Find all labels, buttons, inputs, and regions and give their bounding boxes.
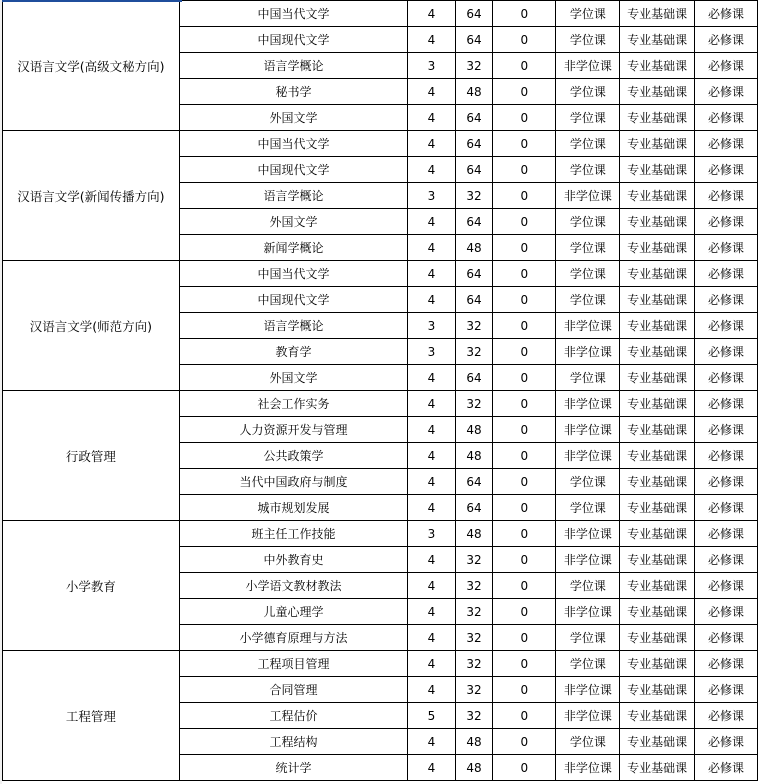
practice-hours-cell[interactable]: 0 xyxy=(493,547,556,573)
course-category-cell[interactable]: 专业基础课 xyxy=(620,703,694,729)
hours-cell[interactable]: 64 xyxy=(455,27,493,53)
hours-cell[interactable]: 64 xyxy=(455,157,493,183)
degree-type-cell[interactable]: 非学位课 xyxy=(556,547,620,573)
course-type-cell[interactable]: 必修课 xyxy=(694,105,757,131)
table-row xyxy=(3,391,758,417)
course-name-cell[interactable]: 语言学概论 xyxy=(179,183,407,209)
credits-cell[interactable]: 5 xyxy=(408,703,456,729)
credits-cell[interactable]: 4 xyxy=(408,365,456,391)
practice-hours-cell[interactable]: 0 xyxy=(493,53,556,79)
practice-hours-cell[interactable]: 0 xyxy=(493,287,556,313)
credits-cell[interactable]: 4 xyxy=(408,261,456,287)
course-name-cell[interactable]: 中外教育史 xyxy=(179,547,407,573)
course-type-cell[interactable]: 必修课 xyxy=(694,625,757,651)
degree-type-cell[interactable]: 学位课 xyxy=(556,365,620,391)
credits-cell[interactable]: 4 xyxy=(408,651,456,677)
credits-cell[interactable]: 3 xyxy=(408,313,456,339)
course-type-cell[interactable]: 必修课 xyxy=(694,495,757,521)
degree-type-cell[interactable]: 非学位课 xyxy=(556,443,620,469)
hours-cell[interactable]: 64 xyxy=(455,1,493,27)
selection-indicator xyxy=(2,0,182,2)
course-name-cell[interactable]: 统计学 xyxy=(179,755,407,781)
degree-type-cell[interactable]: 非学位课 xyxy=(556,755,620,781)
course-name-cell[interactable]: 教育学 xyxy=(179,339,407,365)
course-category-cell[interactable]: 专业基础课 xyxy=(620,755,694,781)
hours-cell[interactable]: 32 xyxy=(455,313,493,339)
degree-type-cell[interactable]: 学位课 xyxy=(556,79,620,105)
course-type-cell[interactable]: 必修课 xyxy=(694,547,757,573)
credits-cell[interactable]: 3 xyxy=(408,521,456,547)
course-type-cell[interactable]: 必修课 xyxy=(694,391,757,417)
hours-cell[interactable]: 48 xyxy=(455,521,493,547)
credits-cell[interactable]: 3 xyxy=(408,183,456,209)
degree-type-cell[interactable]: 非学位课 xyxy=(556,313,620,339)
course-category-cell[interactable]: 专业基础课 xyxy=(620,365,694,391)
degree-type-cell[interactable]: 非学位课 xyxy=(556,521,620,547)
degree-type-cell[interactable]: 学位课 xyxy=(556,729,620,755)
degree-type-cell[interactable]: 学位课 xyxy=(556,1,620,27)
course-name-cell[interactable]: 新闻学概论 xyxy=(179,235,407,261)
course-name-cell[interactable]: 中国现代文学 xyxy=(179,27,407,53)
course-type-cell[interactable]: 必修课 xyxy=(694,183,757,209)
course-type-cell[interactable]: 必修课 xyxy=(694,521,757,547)
practice-hours-cell[interactable]: 0 xyxy=(493,651,556,677)
hours-cell[interactable]: 48 xyxy=(455,417,493,443)
course-category-cell[interactable]: 专业基础课 xyxy=(620,287,694,313)
practice-hours-cell[interactable]: 0 xyxy=(493,365,556,391)
course-type-cell[interactable]: 必修课 xyxy=(694,27,757,53)
degree-type-cell[interactable]: 学位课 xyxy=(556,261,620,287)
course-category-cell[interactable]: 专业基础课 xyxy=(620,625,694,651)
course-category-cell[interactable]: 专业基础课 xyxy=(620,79,694,105)
course-name-cell[interactable]: 工程项目管理 xyxy=(179,651,407,677)
degree-type-cell[interactable]: 学位课 xyxy=(556,573,620,599)
credits-cell[interactable]: 4 xyxy=(408,729,456,755)
hours-cell[interactable]: 64 xyxy=(455,495,493,521)
course-category-cell[interactable]: 专业基础课 xyxy=(620,573,694,599)
practice-hours-cell[interactable]: 0 xyxy=(493,157,556,183)
course-type-cell[interactable]: 必修课 xyxy=(694,209,757,235)
practice-hours-cell[interactable]: 0 xyxy=(493,131,556,157)
hours-cell[interactable]: 32 xyxy=(455,573,493,599)
degree-type-cell[interactable]: 非学位课 xyxy=(556,703,620,729)
practice-hours-cell[interactable]: 0 xyxy=(493,79,556,105)
table-row xyxy=(3,521,758,547)
degree-type-cell[interactable]: 学位课 xyxy=(556,105,620,131)
course-name-cell[interactable]: 中国当代文学 xyxy=(179,1,407,27)
course-name-cell[interactable]: 小学语文教材教法 xyxy=(179,573,407,599)
hours-cell[interactable]: 32 xyxy=(455,703,493,729)
degree-type-cell[interactable]: 非学位课 xyxy=(556,391,620,417)
credits-cell[interactable]: 4 xyxy=(408,573,456,599)
hours-cell[interactable]: 64 xyxy=(455,261,493,287)
course-type-cell[interactable]: 必修课 xyxy=(694,599,757,625)
credits-cell[interactable]: 4 xyxy=(408,625,456,651)
course-type-cell[interactable]: 必修课 xyxy=(694,703,757,729)
hours-cell[interactable]: 32 xyxy=(455,339,493,365)
course-type-cell[interactable]: 必修课 xyxy=(694,287,757,313)
credits-cell[interactable]: 4 xyxy=(408,677,456,703)
hours-cell[interactable]: 64 xyxy=(455,209,493,235)
course-category-cell[interactable]: 专业基础课 xyxy=(620,1,694,27)
practice-hours-cell[interactable]: 0 xyxy=(493,417,556,443)
major-cell[interactable]: 汉语言文学(师范方向) xyxy=(3,261,180,391)
practice-hours-cell[interactable]: 0 xyxy=(493,677,556,703)
course-category-cell[interactable]: 专业基础课 xyxy=(620,131,694,157)
practice-hours-cell[interactable]: 0 xyxy=(493,469,556,495)
course-type-cell[interactable]: 必修课 xyxy=(694,79,757,105)
credits-cell[interactable]: 4 xyxy=(408,755,456,781)
practice-hours-cell[interactable]: 0 xyxy=(493,339,556,365)
practice-hours-cell[interactable]: 0 xyxy=(493,183,556,209)
course-table-body xyxy=(3,1,758,781)
practice-hours-cell[interactable]: 0 xyxy=(493,703,556,729)
hours-cell[interactable]: 32 xyxy=(455,547,493,573)
course-type-cell[interactable]: 必修课 xyxy=(694,417,757,443)
practice-hours-cell[interactable]: 0 xyxy=(493,27,556,53)
course-type-cell[interactable]: 必修课 xyxy=(694,1,757,27)
degree-type-cell[interactable]: 非学位课 xyxy=(556,339,620,365)
major-cell[interactable]: 行政管理 xyxy=(3,391,180,521)
major-cell[interactable]: 汉语言文学(高级文秘方向) xyxy=(3,1,180,131)
practice-hours-cell[interactable]: 0 xyxy=(493,105,556,131)
course-name-cell[interactable]: 合同管理 xyxy=(179,677,407,703)
hours-cell[interactable]: 48 xyxy=(455,755,493,781)
course-name-cell[interactable]: 人力资源开发与管理 xyxy=(179,417,407,443)
credits-cell[interactable]: 3 xyxy=(408,339,456,365)
hours-cell[interactable]: 64 xyxy=(455,365,493,391)
major-cell[interactable]: 汉语言文学(新闻传播方向) xyxy=(3,131,180,261)
degree-type-cell[interactable]: 学位课 xyxy=(556,287,620,313)
degree-type-cell[interactable]: 非学位课 xyxy=(556,599,620,625)
course-category-cell[interactable]: 专业基础课 xyxy=(620,417,694,443)
hours-cell[interactable]: 64 xyxy=(455,287,493,313)
degree-type-cell[interactable]: 学位课 xyxy=(556,27,620,53)
credits-cell[interactable]: 4 xyxy=(408,157,456,183)
course-category-cell[interactable]: 专业基础课 xyxy=(620,53,694,79)
hours-cell[interactable]: 32 xyxy=(455,677,493,703)
credits-cell[interactable]: 4 xyxy=(408,209,456,235)
hours-cell[interactable]: 32 xyxy=(455,391,493,417)
hours-cell[interactable]: 32 xyxy=(455,53,493,79)
degree-type-cell[interactable]: 非学位课 xyxy=(556,677,620,703)
course-category-cell[interactable]: 专业基础课 xyxy=(620,313,694,339)
hours-cell[interactable]: 64 xyxy=(455,469,493,495)
practice-hours-cell[interactable]: 0 xyxy=(493,573,556,599)
course-name-cell[interactable]: 语言学概论 xyxy=(179,313,407,339)
hours-cell[interactable]: 48 xyxy=(455,235,493,261)
course-type-cell[interactable]: 必修课 xyxy=(694,131,757,157)
practice-hours-cell[interactable]: 0 xyxy=(493,261,556,287)
course-category-cell[interactable]: 专业基础课 xyxy=(620,183,694,209)
table-row xyxy=(3,651,758,677)
hours-cell[interactable]: 48 xyxy=(455,79,493,105)
course-type-cell[interactable]: 必修课 xyxy=(694,339,757,365)
course-type-cell[interactable]: 必修课 xyxy=(694,469,757,495)
course-category-cell[interactable]: 专业基础课 xyxy=(620,599,694,625)
practice-hours-cell[interactable]: 0 xyxy=(493,313,556,339)
course-category-cell[interactable]: 专业基础课 xyxy=(620,651,694,677)
course-name-cell[interactable]: 公共政策学 xyxy=(179,443,407,469)
hours-cell[interactable]: 64 xyxy=(455,105,493,131)
hours-cell[interactable]: 32 xyxy=(455,651,493,677)
degree-type-cell[interactable]: 非学位课 xyxy=(556,417,620,443)
course-name-cell[interactable]: 外国文学 xyxy=(179,105,407,131)
course-category-cell[interactable]: 专业基础课 xyxy=(620,209,694,235)
practice-hours-cell[interactable]: 0 xyxy=(493,391,556,417)
course-type-cell[interactable]: 必修课 xyxy=(694,365,757,391)
course-name-cell[interactable]: 秘书学 xyxy=(179,79,407,105)
practice-hours-cell[interactable]: 0 xyxy=(493,729,556,755)
credits-cell[interactable]: 4 xyxy=(408,469,456,495)
credits-cell[interactable]: 4 xyxy=(408,287,456,313)
course-category-cell[interactable]: 专业基础课 xyxy=(620,469,694,495)
course-name-cell[interactable]: 中国现代文学 xyxy=(179,287,407,313)
course-name-cell[interactable]: 工程结构 xyxy=(179,729,407,755)
practice-hours-cell[interactable]: 0 xyxy=(493,443,556,469)
degree-type-cell[interactable]: 非学位课 xyxy=(556,53,620,79)
course-type-cell[interactable]: 必修课 xyxy=(694,677,757,703)
credits-cell[interactable]: 4 xyxy=(408,27,456,53)
course-name-cell[interactable]: 中国当代文学 xyxy=(179,131,407,157)
major-cell[interactable]: 小学教育 xyxy=(3,521,180,651)
table-row xyxy=(3,1,758,27)
practice-hours-cell[interactable]: 0 xyxy=(493,235,556,261)
course-category-cell[interactable]: 专业基础课 xyxy=(620,235,694,261)
course-type-cell[interactable]: 必修课 xyxy=(694,157,757,183)
course-name-cell[interactable]: 外国文学 xyxy=(179,365,407,391)
course-type-cell[interactable]: 必修课 xyxy=(694,443,757,469)
course-category-cell[interactable]: 专业基础课 xyxy=(620,443,694,469)
hours-cell[interactable]: 32 xyxy=(455,625,493,651)
credits-cell[interactable]: 4 xyxy=(408,495,456,521)
course-category-cell[interactable]: 专业基础课 xyxy=(620,391,694,417)
credits-cell[interactable]: 4 xyxy=(408,131,456,157)
course-name-cell[interactable]: 儿童心理学 xyxy=(179,599,407,625)
credits-cell[interactable]: 4 xyxy=(408,79,456,105)
course-type-cell[interactable]: 必修课 xyxy=(694,573,757,599)
course-category-cell[interactable]: 专业基础课 xyxy=(620,677,694,703)
hours-cell[interactable]: 32 xyxy=(455,599,493,625)
degree-type-cell[interactable]: 学位课 xyxy=(556,651,620,677)
course-table xyxy=(2,0,758,781)
course-category-cell[interactable]: 专业基础课 xyxy=(620,261,694,287)
course-name-cell[interactable]: 语言学概论 xyxy=(179,53,407,79)
course-category-cell[interactable]: 专业基础课 xyxy=(620,521,694,547)
practice-hours-cell[interactable]: 0 xyxy=(493,495,556,521)
degree-type-cell[interactable]: 学位课 xyxy=(556,469,620,495)
course-category-cell[interactable]: 专业基础课 xyxy=(620,729,694,755)
course-name-cell[interactable]: 中国现代文学 xyxy=(179,157,407,183)
course-type-cell[interactable]: 必修课 xyxy=(694,313,757,339)
course-type-cell[interactable]: 必修课 xyxy=(694,53,757,79)
course-category-cell[interactable]: 专业基础课 xyxy=(620,105,694,131)
credits-cell[interactable]: 4 xyxy=(408,1,456,27)
major-cell[interactable]: 工程管理 xyxy=(3,651,180,781)
degree-type-cell[interactable]: 学位课 xyxy=(556,625,620,651)
credits-cell[interactable]: 4 xyxy=(408,391,456,417)
hours-cell[interactable]: 32 xyxy=(455,183,493,209)
course-name-cell[interactable]: 小学德育原理与方法 xyxy=(179,625,407,651)
table-row xyxy=(3,131,758,157)
credits-cell[interactable]: 4 xyxy=(408,235,456,261)
table-row xyxy=(3,261,758,287)
hours-cell[interactable]: 48 xyxy=(455,729,493,755)
course-type-cell[interactable]: 必修课 xyxy=(694,651,757,677)
credits-cell[interactable]: 4 xyxy=(408,417,456,443)
course-name-cell[interactable]: 班主任工作技能 xyxy=(179,521,407,547)
degree-type-cell[interactable]: 学位课 xyxy=(556,157,620,183)
practice-hours-cell[interactable]: 0 xyxy=(493,599,556,625)
degree-type-cell[interactable]: 学位课 xyxy=(556,131,620,157)
course-category-cell[interactable]: 专业基础课 xyxy=(620,495,694,521)
practice-hours-cell[interactable]: 0 xyxy=(493,1,556,27)
course-name-cell[interactable]: 社会工作实务 xyxy=(179,391,407,417)
credits-cell[interactable]: 3 xyxy=(408,53,456,79)
hours-cell[interactable]: 64 xyxy=(455,131,493,157)
course-name-cell[interactable]: 外国文学 xyxy=(179,209,407,235)
practice-hours-cell[interactable]: 0 xyxy=(493,521,556,547)
course-name-cell[interactable]: 城市规划发展 xyxy=(179,495,407,521)
credits-cell[interactable]: 4 xyxy=(408,443,456,469)
degree-type-cell[interactable]: 学位课 xyxy=(556,209,620,235)
course-type-cell[interactable]: 必修课 xyxy=(694,261,757,287)
practice-hours-cell[interactable]: 0 xyxy=(493,209,556,235)
degree-type-cell[interactable]: 学位课 xyxy=(556,235,620,261)
course-category-cell[interactable]: 专业基础课 xyxy=(620,157,694,183)
hours-cell[interactable]: 48 xyxy=(455,443,493,469)
credits-cell[interactable]: 4 xyxy=(408,547,456,573)
degree-type-cell[interactable]: 非学位课 xyxy=(556,183,620,209)
course-type-cell[interactable]: 必修课 xyxy=(694,755,757,781)
course-name-cell[interactable]: 当代中国政府与制度 xyxy=(179,469,407,495)
credits-cell[interactable]: 4 xyxy=(408,599,456,625)
course-category-cell[interactable]: 专业基础课 xyxy=(620,27,694,53)
credits-cell[interactable]: 4 xyxy=(408,105,456,131)
practice-hours-cell[interactable]: 0 xyxy=(493,755,556,781)
course-category-cell[interactable]: 专业基础课 xyxy=(620,339,694,365)
course-name-cell[interactable]: 中国当代文学 xyxy=(179,261,407,287)
course-type-cell[interactable]: 必修课 xyxy=(694,235,757,261)
course-type-cell[interactable]: 必修课 xyxy=(694,729,757,755)
degree-type-cell[interactable]: 学位课 xyxy=(556,495,620,521)
course-name-cell[interactable]: 工程估价 xyxy=(179,703,407,729)
practice-hours-cell[interactable]: 0 xyxy=(493,625,556,651)
course-category-cell[interactable]: 专业基础课 xyxy=(620,547,694,573)
